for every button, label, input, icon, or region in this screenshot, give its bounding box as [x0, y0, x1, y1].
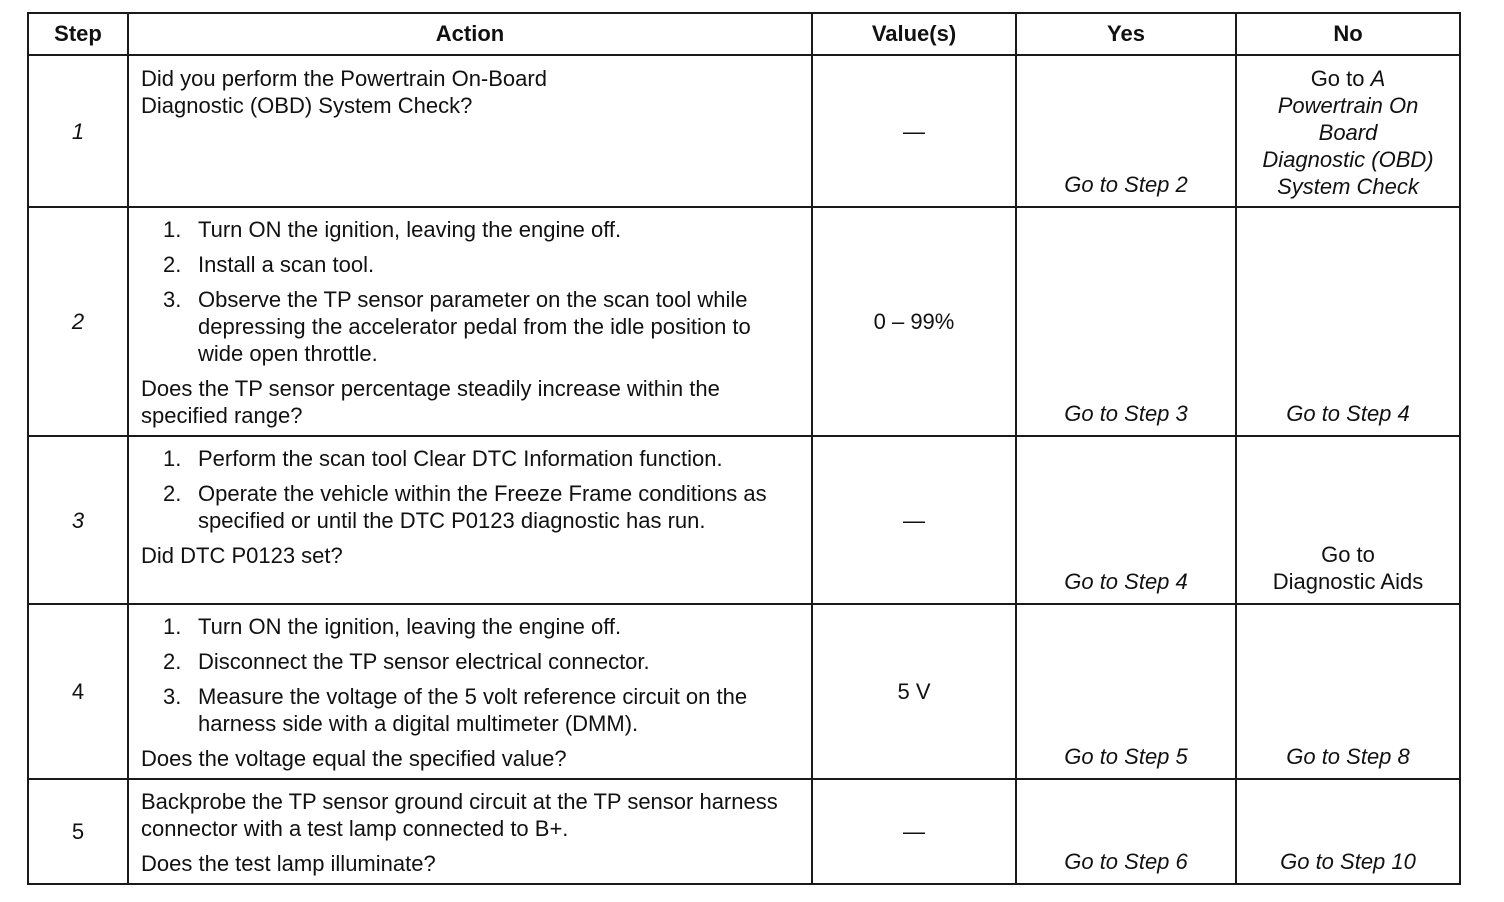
- action-step-item: 2. Operate the vehicle within the Freeze Frame conditions as specified or until the DTC P0123 diagnostic has run.: [163, 481, 767, 533]
- action-step-item: 2. Install a scan tool.: [163, 252, 375, 277]
- action-text: Backprobe the TP sensor ground circuit at the TP sensor harness connector with a test lamp connected to B+.: [141, 789, 778, 841]
- header-action: Action: [128, 13, 812, 55]
- no-prefix: Go to: [1310, 66, 1371, 91]
- action-text: Did you perform the Powertrain On-Board Diagnostic (OBD) System Check?: [141, 66, 547, 118]
- header-step: Step: [28, 13, 128, 55]
- table-row-step-4: [28, 604, 1460, 779]
- no-link-text: A Powertrain On Board Diagnostic (OBD) System Check: [1262, 66, 1434, 199]
- yes-cell: Go to Step 6: [1016, 779, 1236, 884]
- action-question: Does the voltage equal the specified value?: [141, 746, 567, 771]
- action-cell: [128, 207, 812, 436]
- yes-cell: Go to Step 4: [1016, 436, 1236, 604]
- action-cell: [128, 779, 812, 884]
- value-cell: —: [812, 436, 1016, 604]
- table-row-step-1: [28, 55, 1460, 207]
- action-step-item: 2. Disconnect the TP sensor electrical connector.: [163, 649, 650, 674]
- value-cell: —: [812, 779, 1016, 884]
- header-row: [28, 13, 1460, 55]
- action-question: Did DTC P0123 set?: [141, 543, 343, 568]
- action-step-item: 1. Perform the scan tool Clear DTC Information function.: [163, 446, 723, 471]
- table-row-step-2: [28, 207, 1460, 436]
- action-question: Does the TP sensor percentage steadily increase within the specified range?: [141, 376, 720, 428]
- value-cell: 5 V: [812, 604, 1016, 779]
- no-cell: Go to Step 4: [1236, 207, 1460, 436]
- step-number: 3: [28, 436, 128, 604]
- header-values: Value(s): [812, 13, 1016, 55]
- table-row-step-5: [28, 779, 1460, 884]
- action-cell: [128, 436, 812, 604]
- action-step-item: 3. Measure the voltage of the 5 volt reference circuit on the harness side with a digital multimeter (DMM).: [163, 684, 748, 736]
- step-number: 4: [28, 604, 128, 779]
- value-cell: —: [812, 55, 1016, 207]
- action-question: Does the test lamp illuminate?: [141, 851, 436, 876]
- no-cell: Go to Diagnostic Aids: [1236, 436, 1460, 604]
- action-cell: [128, 55, 812, 207]
- no-cell: Go to Step 10: [1236, 779, 1460, 884]
- header-yes: Yes: [1016, 13, 1236, 55]
- action-cell: [128, 604, 812, 779]
- action-steps: [141, 613, 801, 737]
- no-cell: [1236, 55, 1460, 207]
- step-number: 5: [28, 779, 128, 884]
- yes-cell: Go to Step 2: [1016, 55, 1236, 207]
- step-number: 2: [28, 207, 128, 436]
- action-step-item: 3. Observe the TP sensor parameter on the scan tool while depressing the accelerator pedal from the idle position to wide open throttle.: [163, 287, 751, 366]
- table-row-step-3: [28, 436, 1460, 604]
- action-step-item: 1. Turn ON the ignition, leaving the engine off.: [163, 217, 622, 242]
- header-no: No: [1236, 13, 1460, 55]
- yes-cell: Go to Step 5: [1016, 604, 1236, 779]
- diagnostic-table: [27, 12, 1461, 885]
- yes-cell: Go to Step 3: [1016, 207, 1236, 436]
- step-number: 1: [28, 55, 128, 207]
- action-step-item: 1. Turn ON the ignition, leaving the engine off.: [163, 614, 622, 639]
- value-cell: 0 – 99%: [812, 207, 1016, 436]
- action-steps: [141, 445, 801, 534]
- action-steps: [141, 216, 801, 367]
- no-cell: Go to Step 8: [1236, 604, 1460, 779]
